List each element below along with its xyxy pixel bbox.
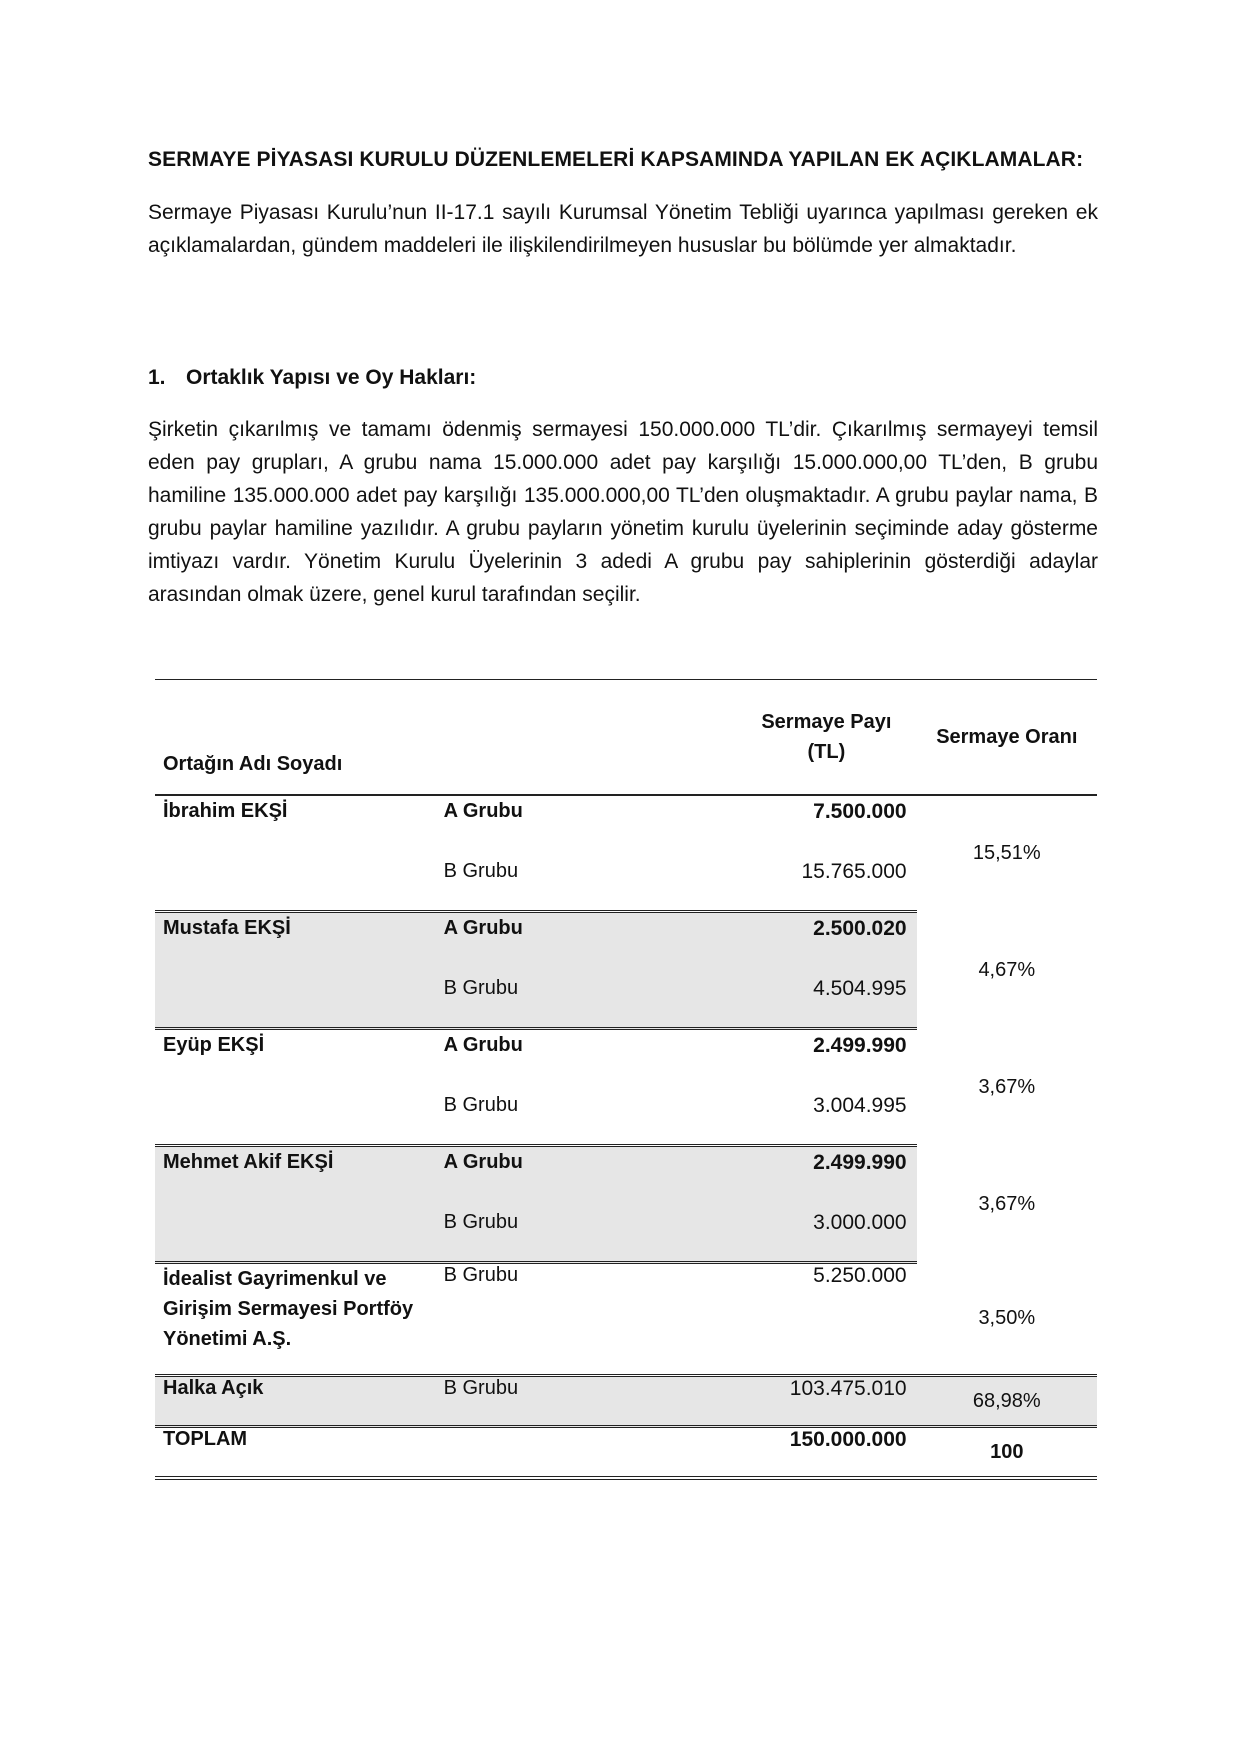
share-amount: 4.504.995 [736, 967, 916, 1029]
share-group: B Grubu [436, 1263, 737, 1376]
table-row [155, 1146, 1097, 1202]
table-row [155, 1029, 1097, 1085]
header-capital-share: Sermaye Payı (TL) [736, 680, 916, 796]
share-rate: 3,50% [917, 1263, 1097, 1376]
table-row [155, 795, 1097, 850]
share-group: B Grubu [436, 1376, 737, 1427]
share-group: A Grubu [436, 1146, 737, 1202]
shareholder-table [155, 679, 1097, 1480]
share-amount: 2.500.020 [736, 912, 916, 968]
header-name: Ortağın Adı Soyadı [155, 680, 436, 796]
intro-paragraph: Sermaye Piyasası Kurulu’nun II-17.1 sayılı Kurumsal Yönetim Tebliği uyarınca yapılması gereken ek açıklamalardan, gündem maddeleri ile ilişkilendirilmeyen hususlar bu bölümde yer almaktadır. [148, 201, 1098, 257]
section-number: 1. [148, 366, 166, 389]
share-amount: 3.000.000 [736, 1201, 916, 1263]
share-amount: 15.765.000 [736, 850, 916, 912]
header-capital-rate: Sermaye Oranı [917, 680, 1097, 796]
share-group: A Grubu [436, 912, 737, 968]
share-rate: 68,98% [917, 1376, 1097, 1427]
share-rate: 3,67% [917, 1146, 1097, 1263]
shareholder-name: Halka Açık [155, 1376, 436, 1427]
shareholder-name: İdealist Gayrimenkul ve Girişim Sermayesi Portföy Yönetimi A.Ş. [155, 1263, 436, 1376]
share-amount: 103.475.010 [736, 1376, 916, 1427]
share-amount: 7.500.000 [813, 800, 907, 823]
table-header-row [155, 680, 1097, 796]
share-amount: 2.499.990 [813, 1034, 907, 1057]
table-row [155, 1263, 1097, 1376]
section-title [148, 366, 476, 390]
share-rate: 15,51% [972, 842, 1041, 865]
section-title-text: Ortaklık Yapısı ve Oy Hakları: [186, 366, 477, 389]
share-rate: 4,67% [917, 912, 1097, 1029]
share-rate: 3,67% [978, 1075, 1036, 1098]
share-group: B Grubu [436, 850, 737, 912]
share-group: A Grubu [443, 1034, 523, 1056]
total-label: TOPLAM [155, 1427, 436, 1479]
share-group: B Grubu [436, 1084, 737, 1146]
total-amount: 150.000.000 [736, 1427, 916, 1479]
shareholder-name: Mustafa EKŞİ [155, 912, 436, 968]
share-amount: 5.250.000 [736, 1263, 916, 1376]
table-row [155, 912, 1097, 968]
share-group: A Grubu [443, 800, 523, 822]
shareholder-name: Mehmet Akif EKŞİ [155, 1146, 436, 1202]
shareholder-name: İbrahim EKŞİ [163, 800, 288, 822]
shareholder-name: Eyüp EKŞİ [163, 1034, 265, 1056]
document-heading: SERMAYE PİYASASI KURULU DÜZENLEMELERİ KAPSAMINDA YAPILAN EK AÇIKLAMALAR: [148, 148, 1084, 171]
total-row [155, 1427, 1097, 1479]
share-amount: 2.499.990 [736, 1146, 916, 1202]
share-amount: 3.004.995 [736, 1084, 916, 1146]
total-rate: 100 [917, 1427, 1097, 1479]
table-row [155, 1376, 1097, 1427]
section-body: Şirketin çıkarılmış ve tamamı ödenmiş sermayesi 150.000.000 TL’dir. Çıkarılmış sermayeyi temsil eden pay grupları, A grubu nama 15.000.000 adet pay karşılığı 15.000.000,00 TL’den, B grubu hamiline 135.000.000 adet pay karşılığı 135.000.000,00 TL’den oluşmaktadır. A grubu paylar nama, B grubu paylar hamiline yazılıdır. A grubu payların yönetim kurulu üyelerinin seçiminde aday gösterme imtiyazı vardır. Yönetim Kurulu Üyelerinin 3 adedi A grubu pay sahiplerinin gösterdiği adaylar arasından olmak üzere, genel kurul tarafından seçilir. [148, 418, 1098, 606]
share-group: B Grubu [436, 1201, 737, 1263]
share-group: B Grubu [436, 967, 737, 1029]
